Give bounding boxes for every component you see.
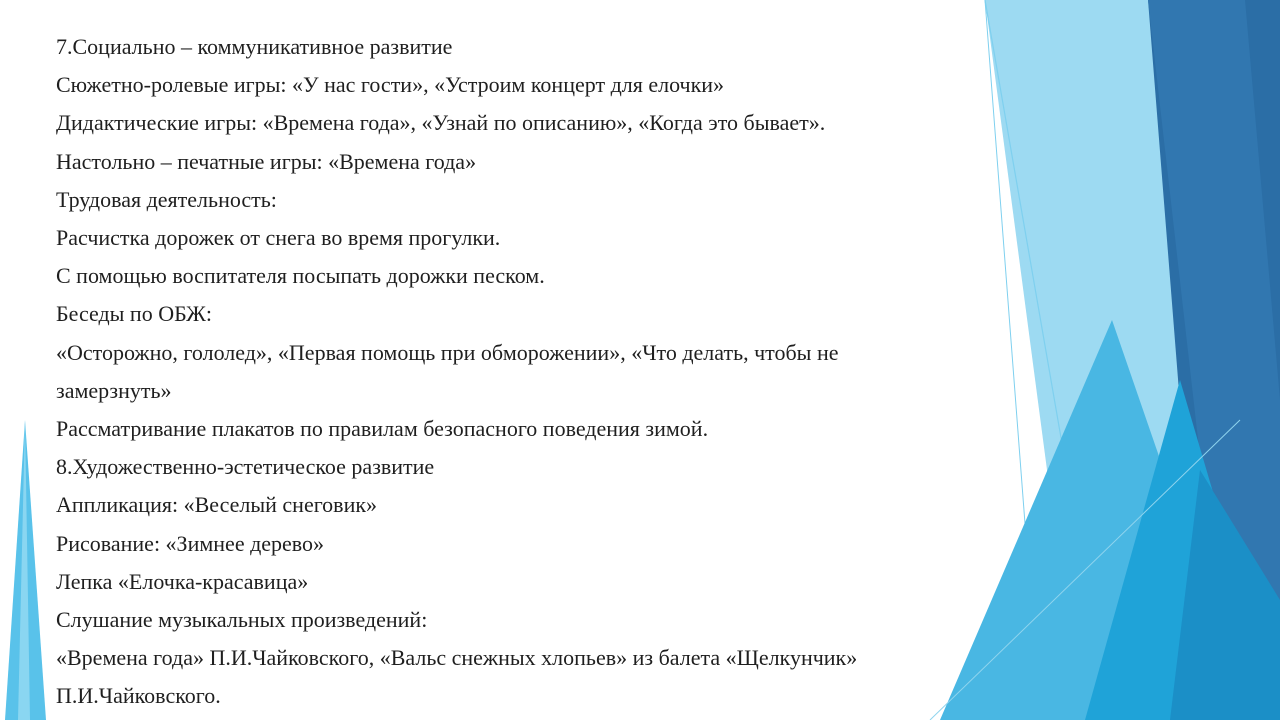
text-line: Аппликация: «Веселый снеговик» (56, 492, 378, 518)
text-line: 7.Социально – коммуникативное развитие (56, 34, 453, 59)
text-line: 8.Художественно-эстетическое развитие (56, 454, 435, 480)
text-line: Настольно – печатные игры: «Времена года» (56, 148, 477, 174)
text-line: Слушание музыкальных произведений: (56, 607, 428, 633)
text-line: Сюжетно-ролевые игры: «У нас гости», «Устроим концерт для елочки» (56, 72, 725, 98)
text-line: замерзнуть» (56, 377, 172, 403)
text-line: «Осторожно, гололед», «Первая помощь при обморожении», «Что делать, чтобы не (56, 339, 839, 365)
text-line: Трудовая деятельность: (56, 186, 277, 212)
text-line: Лепка «Елочка-красавица» (56, 568, 309, 594)
text-line: С помощью воспитателя посыпать дорожки песком. (56, 263, 545, 289)
text-line: Дидактические игры: «Времена года», «Узнай по описанию», «Когда это бывает». (56, 110, 826, 136)
text-line: Расчистка дорожек от снега во время прогулки. (56, 225, 501, 251)
text-line: Беседы по ОБЖ: (56, 301, 212, 327)
text-line: Рисование: «Зимнее дерево» (56, 530, 325, 556)
text-line: П.И.Чайковского. (56, 683, 221, 709)
slide-text (56, 28, 1046, 716)
text-line: «Времена года» П.И.Чайковского, «Вальс снежных хлопьев» из балета «Щелкунчик» (56, 645, 858, 671)
text-line: Рассматривание плакатов по правилам безопасного поведения зимой. (56, 416, 709, 442)
